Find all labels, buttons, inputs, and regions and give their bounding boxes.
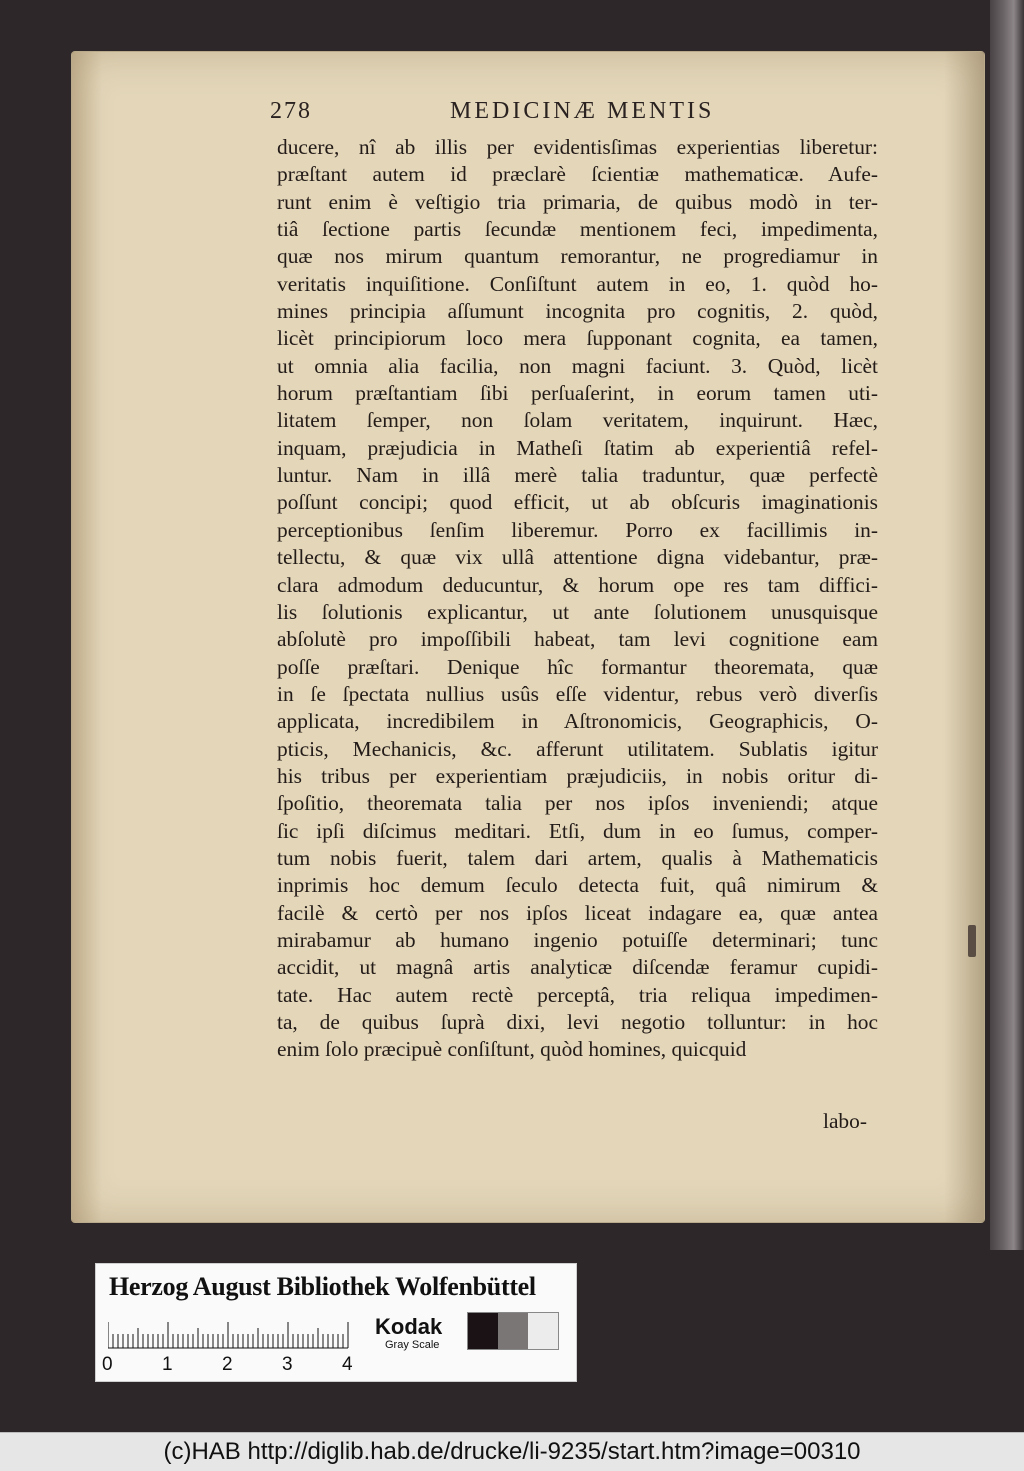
gray-scale-swatches <box>467 1312 559 1350</box>
text-line: tellectu, & quæ vix ullâ attentione digna videbantur, præ- <box>277 545 878 570</box>
ruler-number: 0 <box>102 1354 113 1375</box>
text-line: applicata, incredibilem in Aſtronomicis, Geographicis, O- <box>277 709 878 734</box>
text-line: præſtant autem id præclarè ſcientiæ mathematicæ. Aufe- <box>277 162 878 187</box>
text-line: ta, de quibus ſuprà dixi, levi negotio tolluntur: in hoc <box>277 1010 878 1034</box>
gray-swatch <box>468 1313 498 1349</box>
page-number: 278 <box>270 98 312 124</box>
text-line: tum nobis fuerit, talem dari artem, qualis à Mathematicis <box>277 845 878 870</box>
text-line: licèt principiorum loco mera ſupponant cognita, ea tamen, <box>277 326 878 351</box>
margin-mark <box>968 925 976 957</box>
running-head <box>270 98 910 132</box>
copyright-caption: (c)HAB http://diglib.hab.de/drucke/li-9235/start.htm?image=00310 <box>163 1438 861 1465</box>
text-line: perceptionibus ſenſim liberemur. Porro ex facillimis in- <box>277 517 878 542</box>
body-text <box>277 134 878 1064</box>
ruler-number: 4 <box>342 1354 353 1375</box>
text-line: pticis, Mechanicis, &c. afferunt utilitatem. Sublatis igitur <box>277 736 878 761</box>
ruler-number: 2 <box>222 1354 233 1375</box>
text-line: litatem ſemper, non ſolam veritatem, inquirunt. Hæc, <box>277 408 878 433</box>
gray-swatch <box>528 1313 558 1349</box>
text-line: mirabamur ab humano ingenio potuiſſe determinari; tunc <box>277 927 878 952</box>
ruler-number: 3 <box>282 1354 293 1375</box>
text-line: tiâ ſectione partis ſecundæ mentionem feci, impedimenta, <box>277 217 878 242</box>
text-line: ducere, nî ab illis per evidentisſimas experientias liberetur: <box>277 135 878 159</box>
text-line: horum præſtantiam ſibi perſuaſerint, in eorum tamen uti- <box>277 381 878 406</box>
text-line: poſſe præſtari. Denique hîc formantur theoremata, quæ <box>277 654 878 679</box>
library-name: Herzog August Bibliothek Wolfenbüttel <box>109 1272 536 1301</box>
ruler-numbers <box>102 1354 372 1378</box>
gutter-shadow <box>72 52 102 1222</box>
text-line: clara admodum deducuntur, & horum ope res tam diffici- <box>277 572 878 597</box>
text-line: abſolutè pro impoſſibili habeat, tam levi cognitione eam <box>277 627 878 652</box>
text-line: runt enim è veſtigio tria primaria, de quibus modò in ter- <box>277 189 878 214</box>
measurement-ruler <box>108 1319 363 1349</box>
text-line: inquam, præjudicia in Matheſi ſtatim ab experientiâ refel- <box>277 435 878 460</box>
text-line: enim ſolo præcipuè conſiſtunt, quòd homines, quicquid <box>277 1037 747 1062</box>
text-line: inprimis hoc demum ſeculo detecta fuit, quâ nimirum & <box>277 873 878 898</box>
text-line: ſpoſitio, theoremata talia per nos ipſos inveniendi; atque <box>277 791 878 816</box>
edge-shadow <box>944 52 984 1222</box>
text-line: in ſe ſpectata nullius usûs eſſe videntur, rebus verò diverſis <box>277 681 878 706</box>
text-line: facilè & certò per nos ipſos liceat indagare ea, quæ antea <box>277 900 878 925</box>
ruler-number: 1 <box>162 1354 173 1375</box>
caption-bar <box>0 1432 1024 1471</box>
color-reference-plate <box>95 1263 577 1382</box>
text-line: luntur. Nam in illâ merè talia traduntur, quæ perfectè <box>277 463 878 488</box>
catchword: labo- <box>823 1109 867 1133</box>
text-line: ſic ipſi diſcimus meditari. Etſi, dum in eo ſumus, comper- <box>277 818 878 843</box>
running-title: MEDICINÆ MENTIS <box>450 98 715 124</box>
book-fore-edge <box>990 0 1024 1250</box>
text-line: accidit, ut magnâ artis analyticæ diſcendæ feramur cupidi- <box>277 955 878 980</box>
text-line: veritatis inquiſitione. Conſiſtunt autem in eo, 1. quòd ho- <box>277 271 878 296</box>
kodak-logo: Kodak <box>375 1314 443 1339</box>
gray-swatch <box>498 1313 528 1349</box>
gray-scale-label: Gray Scale <box>385 1339 440 1351</box>
text-line: mines principia aſſumunt incognita pro cognitis, 2. quòd, <box>277 299 878 324</box>
text-line: quæ nos mirum quantum remorantur, ne progrediamur in <box>277 244 878 269</box>
text-line: tate. Hac autem rectè perceptâ, tria reliqua impedimen- <box>277 982 878 1007</box>
text-line: ut omnia alia facilia, non magni faciunt. 3. Quòd, licèt <box>277 353 878 378</box>
text-line: poſſunt concipi; quod efficit, ut ab obſcuris imaginationis <box>277 490 878 515</box>
text-line: his tribus per experientiam præjudiciis, in nobis oritur di- <box>277 763 878 788</box>
text-line: lis ſolutionis explicantur, ut ante ſolutionem unusquisque <box>277 599 878 624</box>
